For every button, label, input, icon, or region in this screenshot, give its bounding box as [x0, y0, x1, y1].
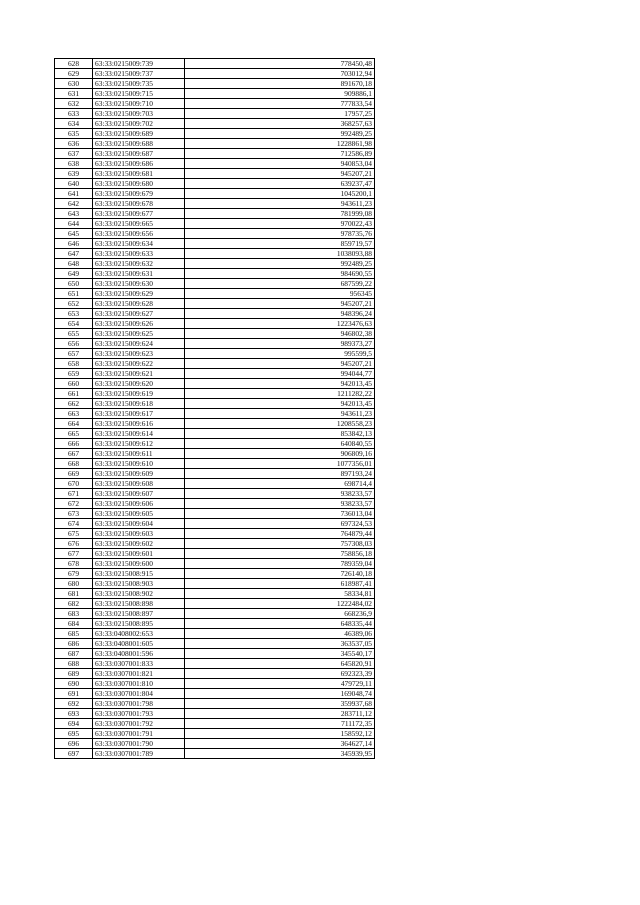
table-row — [55, 199, 375, 209]
row-number-cell: 691 — [55, 689, 93, 699]
cadastral-value-cell: 712586,89 — [185, 149, 375, 159]
table-row — [55, 739, 375, 749]
cadastral-number-cell: 63:33:0215009:616 — [93, 419, 185, 429]
row-number-cell: 681 — [55, 589, 93, 599]
cadastral-number-cell: 63:33:0215009:689 — [93, 129, 185, 139]
row-number-cell: 645 — [55, 229, 93, 239]
table-row — [55, 589, 375, 599]
row-number-cell: 636 — [55, 139, 93, 149]
row-number-cell: 692 — [55, 699, 93, 709]
table-row — [55, 669, 375, 679]
cadastral-number-cell: 63:33:0307001:793 — [93, 709, 185, 719]
row-number-cell: 665 — [55, 429, 93, 439]
cadastral-number-cell: 63:33:0215009:634 — [93, 239, 185, 249]
cadastral-number-cell: 63:33:0215009:715 — [93, 89, 185, 99]
table-row — [55, 289, 375, 299]
row-number-cell: 643 — [55, 209, 93, 219]
cadastral-value-cell: 945207,21 — [185, 359, 375, 369]
row-number-cell: 660 — [55, 379, 93, 389]
row-number-cell: 671 — [55, 489, 93, 499]
row-number-cell: 672 — [55, 499, 93, 509]
row-number-cell: 657 — [55, 349, 93, 359]
row-number-cell: 678 — [55, 559, 93, 569]
table-row — [55, 729, 375, 739]
row-number-cell: 687 — [55, 649, 93, 659]
cadastral-value-cell: 726140,18 — [185, 569, 375, 579]
table-row — [55, 369, 375, 379]
cadastral-value-cell: 1211282,22 — [185, 389, 375, 399]
row-number-cell: 629 — [55, 69, 93, 79]
cadastral-number-cell: 63:33:0215009:614 — [93, 429, 185, 439]
row-number-cell: 650 — [55, 279, 93, 289]
row-number-cell: 666 — [55, 439, 93, 449]
table-row — [55, 309, 375, 319]
cadastral-value-cell: 778450,48 — [185, 59, 375, 69]
cadastral-value-cell: 639237,47 — [185, 179, 375, 189]
table-row — [55, 409, 375, 419]
cadastral-value-cell: 645820,91 — [185, 659, 375, 669]
table-row — [55, 609, 375, 619]
cadastral-number-cell: 63:33:0408001:596 — [93, 649, 185, 659]
table-row — [55, 689, 375, 699]
table-row — [55, 109, 375, 119]
table-row — [55, 219, 375, 229]
row-number-cell: 628 — [55, 59, 93, 69]
row-number-cell: 695 — [55, 729, 93, 739]
cadastral-value-cell: 359937,68 — [185, 699, 375, 709]
cadastral-value-cell: 58334,81 — [185, 589, 375, 599]
table-row — [55, 319, 375, 329]
cadastral-value-cell: 992489,25 — [185, 259, 375, 269]
cadastral-number-cell: 63:33:0408002:653 — [93, 629, 185, 639]
cadastral-value-cell: 891670,18 — [185, 79, 375, 89]
row-number-cell: 644 — [55, 219, 93, 229]
cadastral-value-cell: 668236,9 — [185, 609, 375, 619]
row-number-cell: 669 — [55, 469, 93, 479]
row-number-cell: 635 — [55, 129, 93, 139]
cadastral-number-cell: 63:33:0307001:790 — [93, 739, 185, 749]
table-row — [55, 399, 375, 409]
table-row — [55, 159, 375, 169]
cadastral-number-cell: 63:33:0215009:619 — [93, 389, 185, 399]
cadastral-number-cell: 63:33:0307001:791 — [93, 729, 185, 739]
cadastral-value-cell: 640840,55 — [185, 439, 375, 449]
row-number-cell: 668 — [55, 459, 93, 469]
cadastral-value-cell: 945207,21 — [185, 299, 375, 309]
table-row — [55, 489, 375, 499]
cadastral-number-cell: 63:33:0215009:611 — [93, 449, 185, 459]
row-number-cell: 641 — [55, 189, 93, 199]
cadastral-number-cell: 63:33:0215009:665 — [93, 219, 185, 229]
row-number-cell: 676 — [55, 539, 93, 549]
row-number-cell: 667 — [55, 449, 93, 459]
cadastral-value-cell: 1045200,1 — [185, 189, 375, 199]
cadastral-number-cell: 63:33:0215009:603 — [93, 529, 185, 539]
cadastral-number-cell: 63:33:0215009:608 — [93, 479, 185, 489]
table-row — [55, 519, 375, 529]
table-body — [55, 59, 375, 759]
cadastral-value-cell: 46389,06 — [185, 629, 375, 639]
row-number-cell: 655 — [55, 329, 93, 339]
cadastral-number-cell: 63:33:0215009:618 — [93, 399, 185, 409]
cadastral-value-cell: 1228861,98 — [185, 139, 375, 149]
cadastral-number-cell: 63:33:0215009:633 — [93, 249, 185, 259]
row-number-cell: 639 — [55, 169, 93, 179]
row-number-cell: 630 — [55, 79, 93, 89]
table-row — [55, 709, 375, 719]
row-number-cell: 642 — [55, 199, 93, 209]
table-row — [55, 89, 375, 99]
cadastral-number-cell: 63:33:0215009:677 — [93, 209, 185, 219]
row-number-cell: 631 — [55, 89, 93, 99]
table-row — [55, 619, 375, 629]
table-row — [55, 439, 375, 449]
cadastral-value-cell: 711172,35 — [185, 719, 375, 729]
cadastral-value-cell: 697324,53 — [185, 519, 375, 529]
cadastral-number-cell: 63:33:0215009:623 — [93, 349, 185, 359]
table-row — [55, 749, 375, 759]
cadastral-value-cell: 648335,44 — [185, 619, 375, 629]
table-row — [55, 659, 375, 669]
cadastral-value-cell: 692323,39 — [185, 669, 375, 679]
row-number-cell: 653 — [55, 309, 93, 319]
table-row — [55, 189, 375, 199]
row-number-cell: 638 — [55, 159, 93, 169]
table-row — [55, 699, 375, 709]
row-number-cell: 682 — [55, 599, 93, 609]
cadastral-number-cell: 63:33:0215009:632 — [93, 259, 185, 269]
table-row — [55, 79, 375, 89]
cadastral-value-cell: 364627,14 — [185, 739, 375, 749]
row-number-cell: 646 — [55, 239, 93, 249]
row-number-cell: 693 — [55, 709, 93, 719]
cadastral-number-cell: 63:33:0215008:897 — [93, 609, 185, 619]
row-number-cell: 677 — [55, 549, 93, 559]
cadastral-number-cell: 63:33:0215009:737 — [93, 69, 185, 79]
table-row — [55, 499, 375, 509]
cadastral-value-cell: 283711,12 — [185, 709, 375, 719]
row-number-cell: 664 — [55, 419, 93, 429]
table-row — [55, 569, 375, 579]
cadastral-value-cell: 618987,41 — [185, 579, 375, 589]
cadastral-value-cell: 345939,95 — [185, 749, 375, 759]
table-row — [55, 529, 375, 539]
cadastral-number-cell: 63:33:0215009:607 — [93, 489, 185, 499]
cadastral-number-cell: 63:33:0215009:605 — [93, 509, 185, 519]
cadastral-number-cell: 63:33:0215009:601 — [93, 549, 185, 559]
table-row — [55, 59, 375, 69]
row-number-cell: 690 — [55, 679, 93, 689]
cadastral-number-cell: 63:33:0215009:627 — [93, 309, 185, 319]
cadastral-value-cell: 940853,04 — [185, 159, 375, 169]
cadastral-value-cell: 906809,16 — [185, 449, 375, 459]
cadastral-number-cell: 63:33:0307001:789 — [93, 749, 185, 759]
cadastral-number-cell: 63:33:0215009:710 — [93, 99, 185, 109]
cadastral-number-cell: 63:33:0215009:622 — [93, 359, 185, 369]
table-row — [55, 269, 375, 279]
cadastral-value-cell: 942013,45 — [185, 399, 375, 409]
row-number-cell: 683 — [55, 609, 93, 619]
row-number-cell: 697 — [55, 749, 93, 759]
cadastral-value-cell: 938233,57 — [185, 489, 375, 499]
row-number-cell: 654 — [55, 319, 93, 329]
cadastral-number-cell: 63:33:0307001:821 — [93, 669, 185, 679]
table-row — [55, 649, 375, 659]
cadastral-number-cell: 63:33:0215009:624 — [93, 339, 185, 349]
cadastral-number-cell: 63:33:0215009:631 — [93, 269, 185, 279]
table-row — [55, 379, 375, 389]
cadastral-number-cell: 63:33:0215009:621 — [93, 369, 185, 379]
cadastral-number-cell: 63:33:0215009:600 — [93, 559, 185, 569]
table-row — [55, 299, 375, 309]
table-row — [55, 239, 375, 249]
cadastral-value-cell: 764879,44 — [185, 529, 375, 539]
cadastral-number-cell: 63:33:0307001:804 — [93, 689, 185, 699]
cadastral-value-cell: 169048,74 — [185, 689, 375, 699]
row-number-cell: 680 — [55, 579, 93, 589]
table-row — [55, 599, 375, 609]
table-row — [55, 209, 375, 219]
table-row — [55, 359, 375, 369]
cadastral-value-cell: 345540,17 — [185, 649, 375, 659]
cadastral-number-cell: 63:33:0215009:679 — [93, 189, 185, 199]
table-row — [55, 479, 375, 489]
cadastral-value-cell: 992489,25 — [185, 129, 375, 139]
table-row — [55, 389, 375, 399]
cadastral-number-cell: 63:33:0215009:602 — [93, 539, 185, 549]
table-row — [55, 679, 375, 689]
table-row — [55, 419, 375, 429]
cadastral-value-table — [54, 58, 375, 759]
cadastral-value-cell: 363537,05 — [185, 639, 375, 649]
row-number-cell: 648 — [55, 259, 93, 269]
row-number-cell: 661 — [55, 389, 93, 399]
cadastral-number-cell: 63:33:0215009:703 — [93, 109, 185, 119]
table-row — [55, 229, 375, 239]
table-row — [55, 99, 375, 109]
cadastral-number-cell: 63:33:0215009:612 — [93, 439, 185, 449]
table-row — [55, 259, 375, 269]
row-number-cell: 647 — [55, 249, 93, 259]
cadastral-value-cell: 943611,23 — [185, 199, 375, 209]
cadastral-number-cell: 63:33:0215009:656 — [93, 229, 185, 239]
cadastral-value-cell: 479729,11 — [185, 679, 375, 689]
cadastral-value-cell: 703012,94 — [185, 69, 375, 79]
cadastral-number-cell: 63:33:0215009:681 — [93, 169, 185, 179]
cadastral-number-cell: 63:33:0215009:686 — [93, 159, 185, 169]
cadastral-value-cell: 158592,12 — [185, 729, 375, 739]
cadastral-value-cell: 1208558,23 — [185, 419, 375, 429]
cadastral-value-cell: 1038093,88 — [185, 249, 375, 259]
row-number-cell: 674 — [55, 519, 93, 529]
row-number-cell: 684 — [55, 619, 93, 629]
cadastral-number-cell: 63:33:0215009:735 — [93, 79, 185, 89]
table-row — [55, 469, 375, 479]
table-row — [55, 279, 375, 289]
cadastral-number-cell: 63:33:0215009:610 — [93, 459, 185, 469]
cadastral-number-cell: 63:33:0215009:609 — [93, 469, 185, 479]
cadastral-number-cell: 63:33:0215009:630 — [93, 279, 185, 289]
table-row — [55, 129, 375, 139]
cadastral-value-cell: 995599,5 — [185, 349, 375, 359]
row-number-cell: 634 — [55, 119, 93, 129]
table-row — [55, 719, 375, 729]
table-row — [55, 249, 375, 259]
cadastral-number-cell: 63:33:0215009:702 — [93, 119, 185, 129]
cadastral-value-cell: 956345 — [185, 289, 375, 299]
row-number-cell: 659 — [55, 369, 93, 379]
cadastral-value-cell: 368257,63 — [185, 119, 375, 129]
cadastral-value-cell: 984690,55 — [185, 269, 375, 279]
cadastral-value-cell: 989373,27 — [185, 339, 375, 349]
table-row — [55, 149, 375, 159]
table-row — [55, 349, 375, 359]
cadastral-value-cell: 978735,76 — [185, 229, 375, 239]
cadastral-value-cell: 781999,08 — [185, 209, 375, 219]
row-number-cell: 675 — [55, 529, 93, 539]
cadastral-value-cell: 17957,25 — [185, 109, 375, 119]
cadastral-number-cell: 63:33:0408001:605 — [93, 639, 185, 649]
row-number-cell: 649 — [55, 269, 93, 279]
cadastral-number-cell: 63:33:0307001:798 — [93, 699, 185, 709]
table-row — [55, 429, 375, 439]
cadastral-value-cell: 943611,23 — [185, 409, 375, 419]
cadastral-number-cell: 63:33:0215008:898 — [93, 599, 185, 609]
cadastral-number-cell: 63:33:0215008:915 — [93, 569, 185, 579]
row-number-cell: 670 — [55, 479, 93, 489]
table-row — [55, 449, 375, 459]
cadastral-number-cell: 63:33:0215008:902 — [93, 589, 185, 599]
row-number-cell: 689 — [55, 669, 93, 679]
row-number-cell: 679 — [55, 569, 93, 579]
table-row — [55, 69, 375, 79]
cadastral-number-cell: 63:33:0215009:629 — [93, 289, 185, 299]
cadastral-value-cell: 736013,04 — [185, 509, 375, 519]
cadastral-number-cell: 63:33:0307001:792 — [93, 719, 185, 729]
table-row — [55, 559, 375, 569]
cadastral-number-cell: 63:33:0307001:810 — [93, 679, 185, 689]
cadastral-number-cell: 63:33:0215009:680 — [93, 179, 185, 189]
cadastral-number-cell: 63:33:0307001:833 — [93, 659, 185, 669]
cadastral-number-cell: 63:33:0215009:620 — [93, 379, 185, 389]
cadastral-value-cell: 757308,03 — [185, 539, 375, 549]
cadastral-number-cell: 63:33:0215009:628 — [93, 299, 185, 309]
row-number-cell: 652 — [55, 299, 93, 309]
cadastral-number-cell: 63:33:0215009:606 — [93, 499, 185, 509]
cadastral-value-cell: 687599,22 — [185, 279, 375, 289]
cadastral-value-cell: 789359,04 — [185, 559, 375, 569]
row-number-cell: 685 — [55, 629, 93, 639]
cadastral-value-cell: 698714,4 — [185, 479, 375, 489]
row-number-cell: 633 — [55, 109, 93, 119]
table-row — [55, 329, 375, 339]
row-number-cell: 656 — [55, 339, 93, 349]
row-number-cell: 694 — [55, 719, 93, 729]
cadastral-number-cell: 63:33:0215009:617 — [93, 409, 185, 419]
row-number-cell: 662 — [55, 399, 93, 409]
cadastral-value-cell: 948396,24 — [185, 309, 375, 319]
cadastral-value-cell: 777833,54 — [185, 99, 375, 109]
cadastral-number-cell: 63:33:0215009:678 — [93, 199, 185, 209]
row-number-cell: 688 — [55, 659, 93, 669]
table-row — [55, 339, 375, 349]
row-number-cell: 696 — [55, 739, 93, 749]
table-row — [55, 139, 375, 149]
table-row — [55, 179, 375, 189]
row-number-cell: 686 — [55, 639, 93, 649]
cadastral-number-cell: 63:33:0215009:626 — [93, 319, 185, 329]
cadastral-value-cell: 938233,57 — [185, 499, 375, 509]
cadastral-number-cell: 63:33:0215009:625 — [93, 329, 185, 339]
cadastral-value-cell: 945207,21 — [185, 169, 375, 179]
row-number-cell: 658 — [55, 359, 93, 369]
cadastral-value-cell: 1223476,63 — [185, 319, 375, 329]
cadastral-value-cell: 1077356,01 — [185, 459, 375, 469]
cadastral-number-cell: 63:33:0215009:604 — [93, 519, 185, 529]
cadastral-number-cell: 63:33:0215009:739 — [93, 59, 185, 69]
cadastral-value-cell: 758856,18 — [185, 549, 375, 559]
table-row — [55, 549, 375, 559]
cadastral-number-cell: 63:33:0215009:687 — [93, 149, 185, 159]
row-number-cell: 637 — [55, 149, 93, 159]
row-number-cell: 640 — [55, 179, 93, 189]
table-row — [55, 119, 375, 129]
cadastral-value-cell: 859719,57 — [185, 239, 375, 249]
table-row — [55, 459, 375, 469]
row-number-cell: 673 — [55, 509, 93, 519]
row-number-cell: 632 — [55, 99, 93, 109]
cadastral-value-cell: 897193,24 — [185, 469, 375, 479]
cadastral-value-cell: 970022,43 — [185, 219, 375, 229]
table-row — [55, 579, 375, 589]
cadastral-number-cell: 63:33:0215008:903 — [93, 579, 185, 589]
cadastral-value-cell: 1222484,02 — [185, 599, 375, 609]
cadastral-number-cell: 63:33:0215008:895 — [93, 619, 185, 629]
table-row — [55, 639, 375, 649]
table-row — [55, 629, 375, 639]
cadastral-value-cell: 909886,1 — [185, 89, 375, 99]
cadastral-value-cell: 942013,45 — [185, 379, 375, 389]
table-row — [55, 509, 375, 519]
table-row — [55, 169, 375, 179]
cadastral-value-cell: 946802,38 — [185, 329, 375, 339]
row-number-cell: 663 — [55, 409, 93, 419]
cadastral-value-cell: 853842,13 — [185, 429, 375, 439]
cadastral-value-cell: 994044,77 — [185, 369, 375, 379]
cadastral-number-cell: 63:33:0215009:688 — [93, 139, 185, 149]
row-number-cell: 651 — [55, 289, 93, 299]
table-row — [55, 539, 375, 549]
